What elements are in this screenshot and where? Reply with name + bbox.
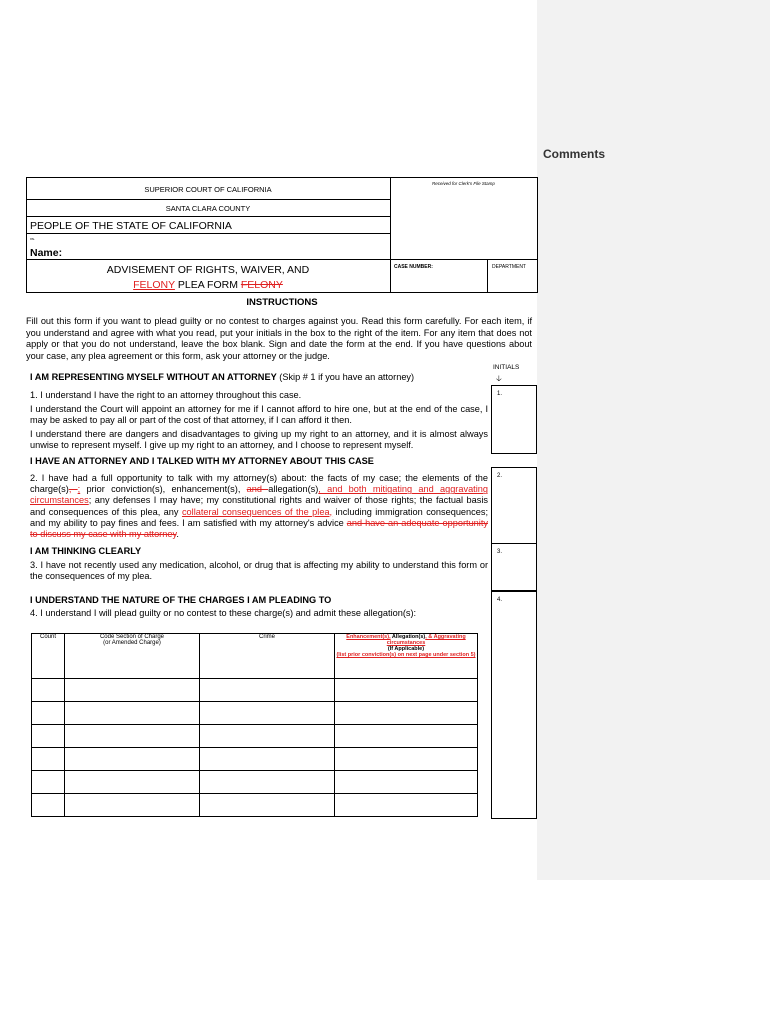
defendant-name-label: Name: — [30, 247, 63, 259]
col-count: Count — [32, 634, 65, 679]
initials-box-3[interactable]: 3. — [491, 543, 537, 591]
form-title-line2: FELONY PLEA FORM FELONY — [133, 279, 283, 291]
initials-box-2[interactable]: 2. — [491, 467, 537, 544]
initials-box-1[interactable]: 1. — [491, 385, 537, 454]
arrow-down-icon: 🡣 — [496, 374, 502, 383]
table-row[interactable] — [32, 725, 478, 748]
table-header-row — [32, 634, 478, 679]
file-stamp-label: Received for Clerk's File Stamp — [432, 181, 495, 186]
court-name: SUPERIOR COURT OF CALIFORNIA — [144, 185, 272, 194]
vs-label: vs. — [30, 236, 36, 241]
county-name: SANTA CLARA COUNTY — [165, 204, 251, 213]
section1-p1: 1. I understand I have the right to an attorney throughout this case. — [30, 390, 302, 400]
section2-heading: I HAVE AN ATTORNEY AND I TALKED WITH MY ATTORNEY ABOUT THIS CASE — [30, 456, 374, 466]
department-label: DEPARTMENT — [492, 264, 526, 270]
table-row[interactable] — [32, 794, 478, 817]
col-crime: Crime — [200, 634, 335, 679]
section3-text: 3. I have not recently used any medication, alcohol, or drug that is affecting my ability to understand this form or the consequences of my plea. — [30, 560, 488, 582]
case-number-label: CASE NUMBER: — [394, 264, 433, 270]
section1-p2: I understand the Court will appoint an attorney for me if I cannot afford to hire one, but at the end of the case, I may be asked to pay all or part of the cost of that attorney, if I can afford it then. — [30, 404, 488, 426]
section1-p3: I understand there are dangers and disadvantages to giving up my right to an attorney, and it is almost always unwise to represent myself. I give up my right to an attorney, and I choose to represent myself. — [30, 429, 488, 451]
table-row[interactable] — [32, 771, 478, 794]
section4-text: 4. I understand I will plead guilty or no contest to these charge(s) and admit these allegation(s): — [30, 608, 417, 618]
table-row[interactable] — [32, 748, 478, 771]
people-title: PEOPLE OF THE STATE OF CALIFORNIA — [30, 220, 232, 232]
caption-divider — [390, 177, 391, 293]
col-enhancements: Enhancement(s), Allegation(s), & Aggravating circumstances (If Applicable) (list prior conviction(s) on next page under section 5) — [335, 634, 478, 679]
table-row[interactable] — [32, 702, 478, 725]
section2-text: 2. I have had a full opportunity to talk with my attorney(s) about: the facts of my case; the elements of the charge(s), ; prior conviction(s), enhancement(s), and allegation(s), and both mitigating and aggravating circumstances; any defenses I may have; my constitutional rights and waiver of those rights; the factual basis and consequences of this plea, any collateral consequences of the plea, including immigration consequences; and my ability to pay fines and fees. I am satisfied with my attorney's advice and have an adequate opportunity to discuss my case with my attorney. — [30, 473, 488, 540]
instructions-text: Fill out this form if you want to plead guilty or no contest to charges against you. Read this form carefully. For each item, if you understand and agree with what you read, put your initials in the box to the right of the item. For any item that does not apply or that you do not understand, leave the box blank. Sign and date the form at the end. If you have questions about your case, any plea agreement or this form, ask your attorney or the judge. — [26, 316, 532, 361]
initials-label: INITIALS — [493, 364, 520, 371]
section4-heading: I UNDERSTAND THE NATURE OF THE CHARGES I AM PLEADING TO — [30, 595, 332, 605]
charges-table — [31, 633, 478, 817]
comments-sidebar — [537, 0, 770, 880]
form-title-line1: ADVISEMENT OF RIGHTS, WAIVER, AND — [106, 264, 310, 276]
section3-heading: I AM THINKING CLEARLY — [30, 546, 142, 556]
section1-heading: I AM REPRESENTING MYSELF WITHOUT AN ATTORNEY (Skip # 1 if you have an attorney) — [30, 372, 415, 382]
sidebar-title: Comments — [543, 147, 606, 161]
table-row[interactable] — [32, 679, 478, 702]
instructions-heading: INSTRUCTIONS — [246, 297, 318, 308]
col-code-section: Code Section of Charge (or Amended Charge) — [65, 634, 200, 679]
initials-box-4[interactable]: 4. — [491, 591, 537, 819]
